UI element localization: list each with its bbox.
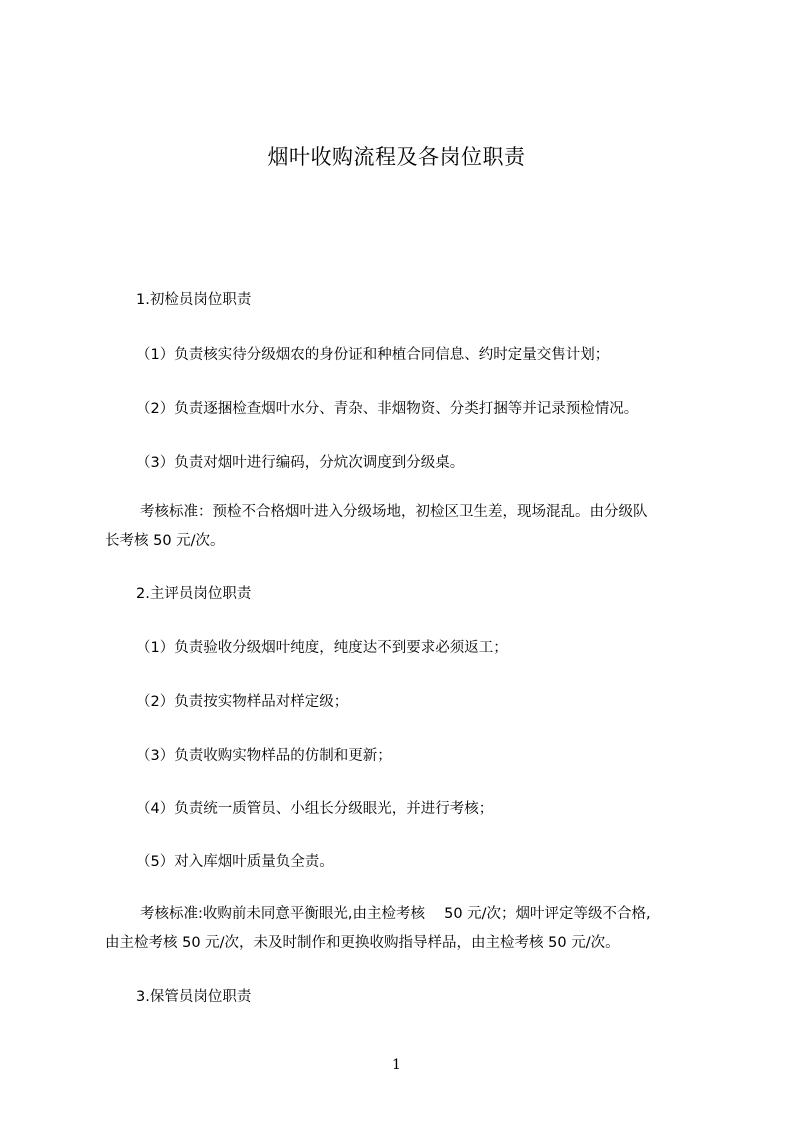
section2-item-1: （1）负责验收分级烟叶纯度，纯度达不到要求必须返工； bbox=[136, 640, 508, 656]
page-title: 烟叶收购流程及各岗位职责 bbox=[267, 145, 526, 169]
section2-assessment-line-1: 考核标准:收购前未同意平衡眼光,由主检考核 50 元/次；烟叶评定等级不合格, bbox=[140, 906, 651, 922]
section2-item-2: （2）负责按实物样品对样定级； bbox=[136, 694, 349, 710]
section2-assessment-line-2: 由主检考核 50 元/次，未及时制作和更换收购指导样品，由主检考核 50 元/次。 bbox=[105, 935, 620, 951]
section1-item-1: （1）负责核实待分级烟农的身份证和种植合同信息、约时定量交售计划； bbox=[136, 347, 610, 363]
section1-assessment-line-1: 考核标准：预检不合格烟叶进入分级场地，初检区卫生差，现场混乱。由分级队 bbox=[140, 504, 648, 520]
section1-assessment-line-2: 长考核 50 元/次。 bbox=[105, 533, 225, 549]
section1-item-2: （2）负责逐捆检查烟叶水分、青杂、非烟物资、分类打捆等并记录预检情况。 bbox=[136, 401, 639, 417]
section1-item-3: （3）负责对烟叶进行编码，分炕次调度到分级桌。 bbox=[136, 455, 465, 471]
section2-item-4: （4）负责统一质管员、小组长分级眼光，并进行考核； bbox=[136, 801, 494, 817]
section2-item-3: （3）负责收购实物样品的仿制和更新； bbox=[136, 748, 392, 764]
section-heading-3: 3.保管员岗位职责 bbox=[136, 989, 252, 1005]
page-number: 1 bbox=[392, 1057, 401, 1073]
section-heading-1: 1.初检员岗位职责 bbox=[136, 292, 252, 308]
section-heading-2: 2.主评员岗位职责 bbox=[136, 586, 252, 602]
section2-item-5: （5）对入库烟叶质量负全责。 bbox=[136, 854, 334, 870]
